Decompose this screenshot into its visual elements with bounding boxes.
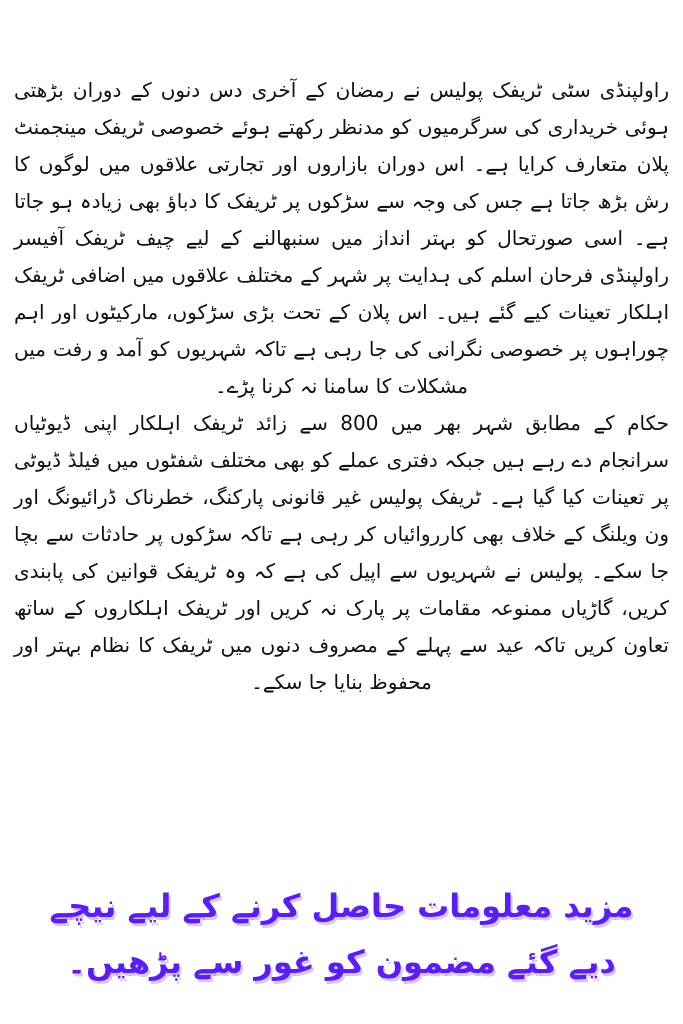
read-more-callout <box>20 878 663 990</box>
article-body <box>14 72 669 701</box>
article-paragraph-2: حکام کے مطابق شہر بھر میں 800 سے زائد ٹریفک اہلکار اپنی ڈیوٹیاں سرانجام دے رہے ہیں جبکہ دفتری عملے کو بھی مختلف شفٹوں میں فیلڈ ڈیوٹی پر تعینات کیا گیا ہے۔ ٹریفک پولیس غیر قانونی پارکنگ، خطرناک ڈرائیونگ اور ون ویلنگ کے خلاف بھی کارروائیاں کر رہی ہے تاکہ سڑکوں پر حادثات سے بچا جا سکے۔ پولیس نے شہریوں سے اپیل کی ہے کہ وہ ٹریفک قوانین کی پابندی کریں، گاڑیاں ممنوعہ مقامات پر پارک نہ کریں اور ٹریفک اہلکاروں کے ساتھ تعاون کریں تاکہ عید سے پہلے کے مصروف دنوں میں ٹریفک کا نظام بہتر اور محفوظ بنایا جا سکے۔ <box>14 411 670 694</box>
callout-line-1: مزید معلومات حاصل کرنے کے لیے نیچے <box>49 887 634 925</box>
callout-line-2: دیے گئے مضمون کو غور سے پڑھیں۔ <box>67 943 616 981</box>
article-paragraph-1: راولپنڈی سٹی ٹریفک پولیس نے رمضان کے آخری دس دنوں کے دوران بڑھتی ہوئی خریداری کی سرگرمیوں کو مدنظر رکھتے ہوئے خصوصی ٹریفک مینجمنٹ پلان متعارف کرایا ہے۔ اس دوران بازاروں اور تجارتی علاقوں میں لوگوں کا رش بڑھ جاتا ہے جس کی وجہ سے سڑکوں پر ٹریفک کا دباؤ بھی زیادہ ہو جاتا ہے۔ اسی صورتحال کو بہتر انداز میں سنبھالنے کے لیے چیف ٹریفک آفیسر راولپنڈی فرحان اسلم کی ہدایت پر شہر کے مختلف علاقوں میں اضافی ٹریفک اہلکار تعینات کیے گئے ہیں۔ اس پلان کے تحت بڑی سڑکوں، مارکیٹوں اور اہم چوراہوں پر خصوصی نگرانی کی جا رہی ہے تاکہ شہریوں کو آمد و رفت میں مشکلات کا سامنا نہ کرنا پڑے۔ <box>14 78 669 398</box>
